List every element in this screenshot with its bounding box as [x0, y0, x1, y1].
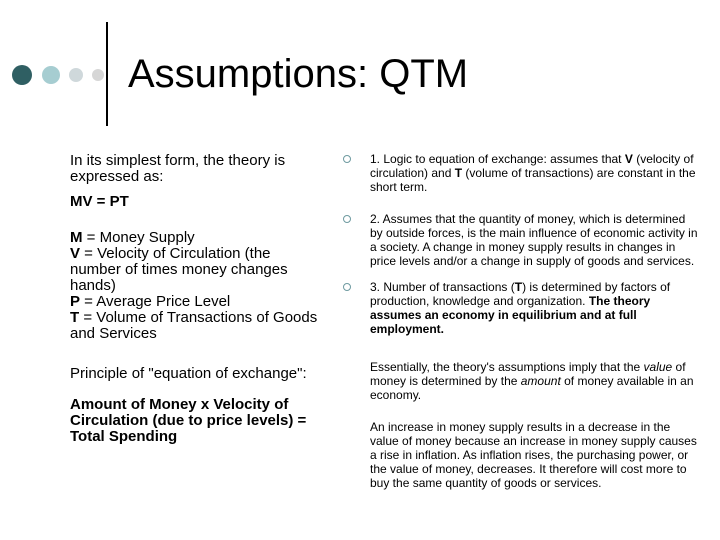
- definitions-list: [70, 230, 320, 342]
- bullet-icon: [343, 215, 351, 223]
- dot-icon: [92, 69, 104, 81]
- text-segment: (volume of transactions) are constant in the short term.: [370, 166, 696, 194]
- text-segment: of money available in an economy.: [370, 374, 694, 402]
- left-column: [70, 153, 320, 445]
- symbol-t: T: [514, 280, 523, 294]
- symbol-v: V: [70, 245, 81, 262]
- symbol-m: M: [70, 229, 83, 246]
- definition-m: [70, 230, 320, 246]
- emphasis-text: The theory assumes an economy in equilibrium and at full employment.: [370, 294, 651, 336]
- definition-text: = Velocity of Circulation (the number of times money changes hands): [70, 245, 288, 294]
- dot-icon: [42, 66, 60, 84]
- dot-icon: [12, 65, 32, 85]
- list-item: [343, 212, 698, 268]
- principle-statement: Amount of Money x Velocity of Circulation (due to price levels) = Total Spending: [70, 396, 307, 445]
- symbol-t: T: [70, 309, 80, 326]
- symbol-t: T: [454, 166, 463, 180]
- definition-text: = Money Supply: [82, 229, 195, 246]
- right-column: [343, 152, 698, 490]
- italic-text: amount: [520, 374, 561, 388]
- definition-text: = Volume of Transactions of Goods and Services: [70, 309, 318, 342]
- bullet-icon: [343, 155, 351, 163]
- paragraph: An increase in money supply results in a decrease in the value of money because an increase in money supply causes a rise in inflation. As inflation rises, the purchasing power, or the value of money, decreases. It therefore will cost more to buy the same quantity of goods or services.: [370, 420, 697, 490]
- slide-title: Assumptions: QTM: [128, 52, 469, 96]
- title-divider: [106, 22, 108, 126]
- definition-p: [70, 294, 320, 310]
- dot-icon: [69, 68, 83, 82]
- text-segment: (velocity of circulation) and: [370, 152, 694, 180]
- symbol-v: V: [624, 152, 633, 166]
- definition-t: [70, 310, 320, 342]
- definition-v: [70, 246, 320, 294]
- text-segment: Essentially, the theory's assumptions imply that the: [370, 360, 644, 374]
- intro-text: In its simplest form, the theory is expressed as:: [70, 152, 286, 185]
- equation: MV = PT: [70, 193, 129, 210]
- text-segment: 3. Number of transactions (: [370, 280, 515, 294]
- text-segment: of money is determined by the: [370, 360, 686, 388]
- bullet-icon: [343, 283, 351, 291]
- principle-heading: Principle of "equation of exchange":: [70, 365, 307, 382]
- italic-text: value: [643, 360, 673, 374]
- bullet-text: 2. Assumes that the quantity of money, which is determined by outside forces, is the main influence of economic activity in a society. A change in money supply results in changes in price levels and/or a change in supply of goods and services.: [370, 212, 698, 268]
- text-segment: 1. Logic to equation of exchange: assumes that: [370, 152, 625, 166]
- list-item: [343, 152, 698, 194]
- list-item: [343, 280, 698, 336]
- symbol-p: P: [70, 293, 81, 310]
- paragraph: [343, 360, 698, 402]
- text-segment: ) is determined by factors of production, knowledge and organization.: [370, 280, 671, 308]
- definition-text: = Average Price Level: [80, 293, 231, 310]
